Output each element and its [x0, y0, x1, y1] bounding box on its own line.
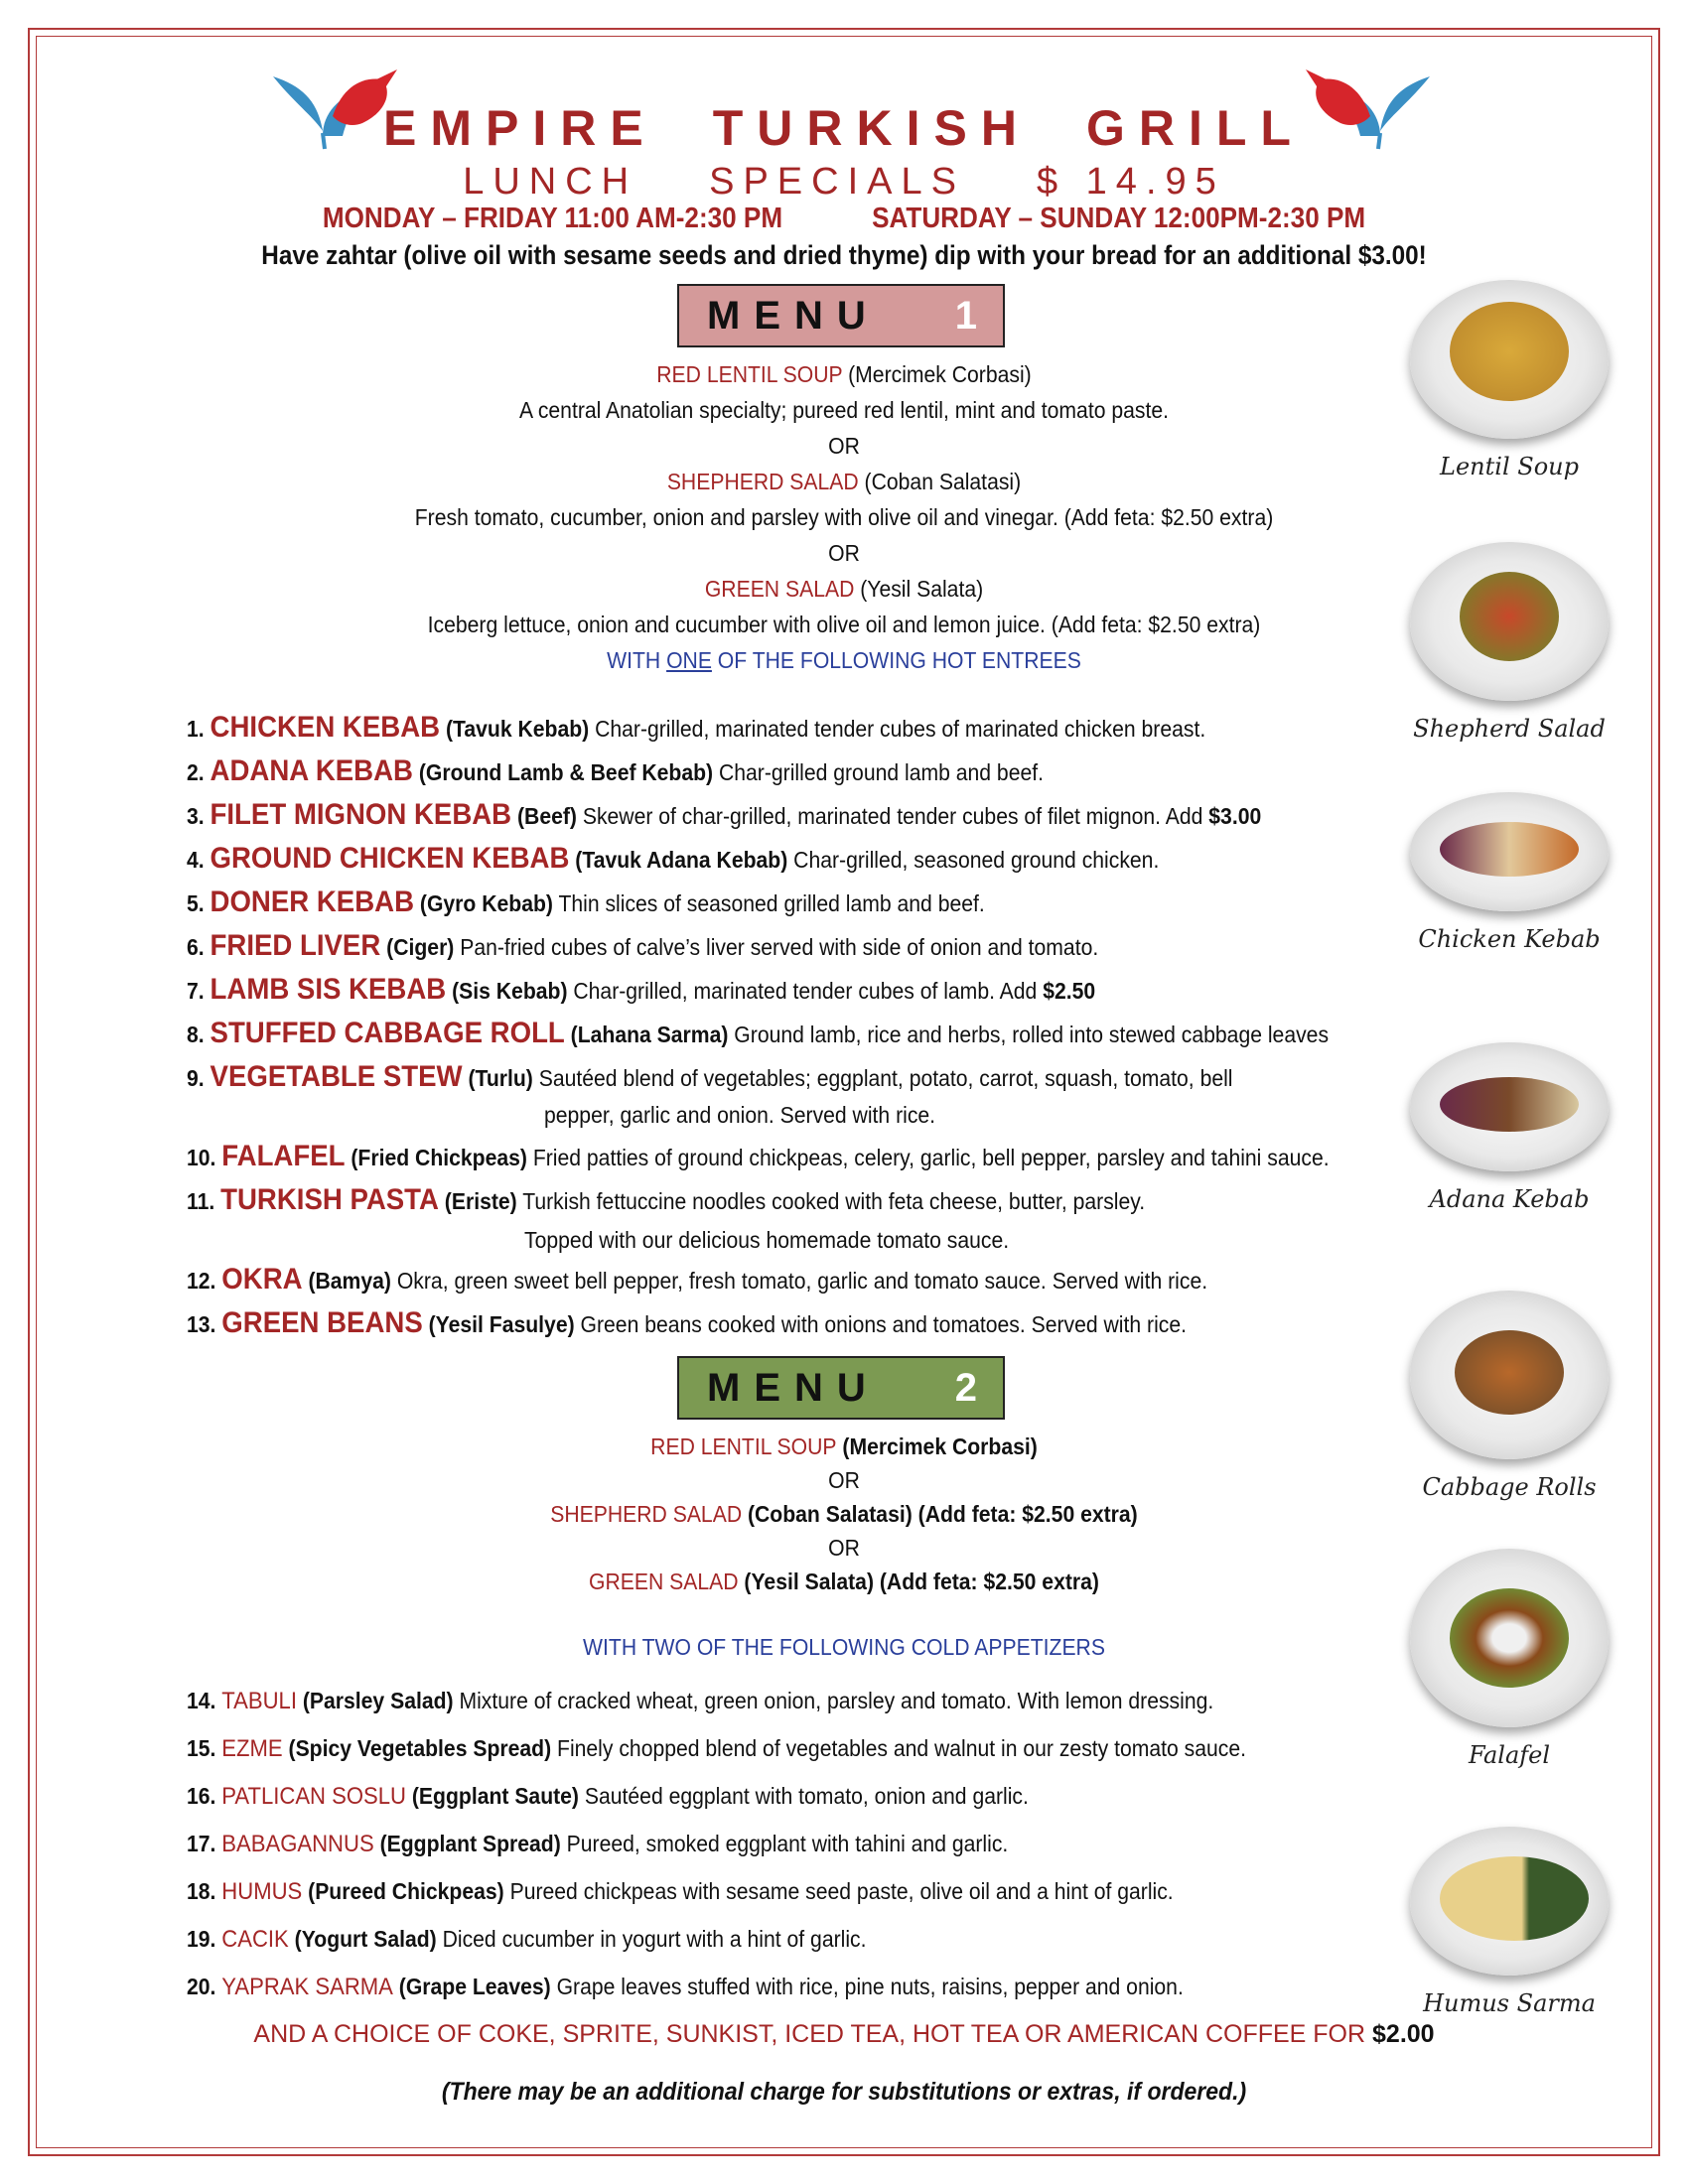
hot-entree-item [187, 929, 1098, 963]
item-turkish-name: (Gyro Kebab) [419, 890, 553, 916]
soup-name: GREEN SALAD [589, 1569, 739, 1594]
photo-lentil-soup [1405, 280, 1614, 480]
photo-adana-kebab [1405, 1042, 1614, 1213]
item-name: GROUND CHICKEN KEBAB [210, 842, 570, 875]
with-one: ONE [666, 647, 712, 673]
cold-appetizers-heading: WITH TWO OF THE FOLLOWING COLD APPETIZERS [583, 1634, 1105, 1660]
photo-chicken-kebab [1405, 792, 1614, 953]
item-description: Thin slices of seasoned grilled lamb and beef. [558, 890, 985, 916]
hot-entree-item [187, 886, 985, 919]
hot-entree-item [187, 1140, 1330, 1173]
item-name: YAPRAK SARMA [221, 1974, 393, 2000]
item-number: 18. [187, 1878, 216, 1904]
item-turkish-name: (Spicy Vegetables Spread) [288, 1735, 552, 1761]
item-description: Pureed, smoked eggplant with tahini and garlic. [566, 1831, 1009, 1856]
drinks-price: $2.00 [1372, 2020, 1435, 2048]
item-name: PATLICAN SOSLU [221, 1783, 407, 1810]
hot-entree-item [187, 973, 1095, 1007]
item-number: 7. [187, 978, 205, 1004]
hot-entree-item [187, 711, 1205, 745]
with-text: OF THE FOLLOWING HOT ENTREES [711, 647, 1081, 673]
photo-caption: Adana Kebab [1429, 1185, 1590, 1213]
item-description: Diced cucumber in yogurt with a hint of garlic. [442, 1926, 867, 1952]
soup-turkish: (Mercimek Corbasi) [842, 1433, 1038, 1459]
lunch-specials-subtitle [0, 161, 1688, 204]
hot-entree-item [187, 754, 1044, 788]
item-number: 13. [187, 1311, 216, 1337]
item-name: OKRA [221, 1263, 303, 1296]
menu1-soup-2 [68, 469, 1620, 495]
item-turkish-name: (Bamya) [308, 1268, 391, 1294]
item-description: Fried patties of ground chickpeas, celery, garlic, bell pepper, parsley and tahini sauce. [532, 1145, 1330, 1170]
item-name: CHICKEN KEBAB [210, 711, 441, 744]
hot-entree-item [187, 1183, 1145, 1217]
cold-appetizer-item [187, 1688, 1213, 1715]
item-description: Ground lamb, rice and herbs, rolled into stewed cabbage leaves [734, 1022, 1330, 1047]
item-name: HUMUS [221, 1878, 303, 1905]
item-turkish-name: (Turlu) [468, 1065, 533, 1091]
item-number: 4. [187, 847, 205, 873]
lunch-price: $ 14.95 [1036, 161, 1225, 203]
item-name: LAMB SIS KEBAB [210, 973, 447, 1006]
item-description: Sautéed blend of vegetables; eggplant, potato, carrot, squash, tomato, bell [538, 1065, 1233, 1091]
photo-shepherd-salad [1405, 542, 1614, 743]
cold-appetizer-item [187, 1974, 1184, 2001]
item-name: STUFFED CABBAGE ROLL [210, 1017, 565, 1049]
item-number: 2. [187, 759, 205, 785]
item-number: 9. [187, 1065, 205, 1091]
menu-1-number: 1 [954, 293, 977, 338]
item-turkish-name: (Yogurt Salad) [294, 1926, 437, 1952]
hot-entree-item [187, 1017, 1329, 1050]
title-word: TURKISH [712, 100, 1031, 156]
item-name: DONER KEBAB [210, 886, 415, 918]
item-turkish-name: (Sis Kebab) [452, 978, 568, 1004]
item-turkish-name: (Pureed Chickpeas) [308, 1878, 504, 1904]
or-label: OR [828, 540, 860, 566]
item-turkish-name: (Eggplant Saute) [411, 1783, 579, 1809]
soup-turkish: (Yesil Salata) [860, 576, 984, 602]
item-number: 12. [187, 1268, 216, 1294]
item-number: 3. [187, 803, 205, 829]
item-number: 19. [187, 1926, 216, 1952]
item-turkish-name: (Eriste) [444, 1188, 517, 1214]
drinks-text: AND A CHOICE OF COKE, SPRITE, SUNKIST, ICED TEA, HOT TEA OR AMERICAN COFFEE FOR [253, 2020, 1366, 2048]
menu1-soup-1 [68, 361, 1620, 388]
photo-caption: Shepherd Salad [1413, 715, 1606, 743]
item-number: 15. [187, 1735, 216, 1761]
item-description: Char-grilled, marinated tender cubes of marinated chicken breast. [595, 716, 1206, 742]
item-name: VEGETABLE STEW [210, 1060, 463, 1093]
photo-humus-sarma [1405, 1827, 1614, 2017]
item-name: FILET MIGNON KEBAB [210, 798, 512, 831]
item-description: Mixture of cracked wheat, green onion, parsley and tomato. With lemon dressing. [459, 1688, 1214, 1713]
soup-name: GREEN SALAD [704, 576, 855, 602]
item-description-continued: Topped with our delicious homemade tomato sauce. [524, 1227, 1010, 1253]
item-description: Turkish fettuccine noodles cooked with feta cheese, butter, parsley. [522, 1188, 1146, 1214]
item-description: Finely chopped blend of vegetables and walnut in our zesty tomato sauce. [557, 1735, 1247, 1761]
hot-entree-item [187, 798, 1261, 832]
menu-2-heading [677, 1356, 1005, 1420]
item-number: 5. [187, 890, 205, 916]
item-turkish-name: (Fried Chickpeas) [351, 1145, 527, 1170]
item-description: Pureed chickpeas with sesame seed paste, olive oil and a hint of garlic. [509, 1878, 1174, 1904]
menu-1-heading [677, 284, 1005, 347]
item-name: FALAFEL [221, 1140, 346, 1172]
photo-caption: Lentil Soup [1440, 453, 1579, 480]
substitution-note: (There may be an additional charge for substitutions or extras, if ordered.) [441, 2078, 1247, 2106]
soup-name: RED LENTIL SOUP [656, 361, 843, 387]
soup-turkish: (Coban Salatasi) (Add feta: $2.50 extra) [747, 1501, 1138, 1527]
menu2-soup-2 [68, 1501, 1620, 1528]
photo-caption: Cabbage Rolls [1422, 1473, 1597, 1501]
menu1-soup-3 [68, 576, 1620, 603]
cold-appetizer-item [187, 1783, 1029, 1811]
hours-weekday: MONDAY – FRIDAY 11:00 AM-2:30 PM [322, 203, 783, 234]
soup-name: RED LENTIL SOUP [650, 1433, 837, 1459]
with-text: WITH [607, 647, 667, 673]
item-name: GREEN BEANS [221, 1306, 423, 1339]
item-number: 10. [187, 1145, 216, 1170]
item-description-continued: pepper, garlic and onion. Served with rice. [544, 1102, 936, 1128]
item-number: 14. [187, 1688, 216, 1713]
menu-2-label: MENU [707, 1365, 880, 1410]
item-description: Grape leaves stuffed with rice, pine nuts, raisins, pepper and onion. [556, 1974, 1184, 1999]
photo-caption: Falafel [1468, 1741, 1551, 1769]
item-name: BABAGANNUS [221, 1831, 374, 1857]
menu1-soup-3-desc: Iceberg lettuce, onion and cucumber with olive oil and lemon juice. (Add feta: $2.50 extra) [427, 612, 1261, 637]
menu1-soup-2-desc: Fresh tomato, cucumber, onion and parsley with olive oil and vinegar. (Add feta: $2.50 extra) [414, 504, 1274, 530]
item-description: Okra, green sweet bell pepper, fresh tomato, garlic and tomato sauce. Served with rice. [396, 1268, 1208, 1294]
item-number: 20. [187, 1974, 216, 1999]
photo-caption: Chicken Kebab [1418, 925, 1601, 953]
item-number: 6. [187, 934, 205, 960]
item-turkish-name: (Tavuk Kebab) [445, 716, 590, 742]
subtitle-word: SPECIALS [709, 161, 965, 203]
hot-entree-item [187, 1060, 1233, 1094]
soup-turkish: (Coban Salatasi) [864, 469, 1022, 494]
item-number: 1. [187, 716, 205, 742]
menu1-soup-1-desc: A central Anatolian specialty; pureed red lentil, mint and tomato paste. [518, 397, 1170, 423]
hot-entree-item [187, 842, 1159, 876]
item-turkish-name: (Yesil Fasulye) [428, 1311, 575, 1337]
or-label: OR [828, 1535, 860, 1561]
item-description: Char-grilled, marinated tender cubes of lamb. Add [573, 978, 1038, 1004]
item-turkish-name: (Beef) [517, 803, 577, 829]
menu-2-number: 2 [954, 1365, 977, 1410]
opening-hours [84, 203, 1604, 235]
item-description: Pan-fried cubes of calve’s liver served with side of onion and tomato. [460, 934, 1099, 960]
menu2-soup-3 [68, 1569, 1620, 1595]
item-turkish-name: (Eggplant Spread) [379, 1831, 561, 1856]
cold-appetizer-item [187, 1735, 1246, 1763]
soup-name: SHEPHERD SALAD [550, 1501, 743, 1527]
menu-1-label: MENU [707, 293, 880, 338]
item-name: CACIK [221, 1926, 289, 1953]
item-number: 8. [187, 1022, 205, 1047]
item-number: 11. [187, 1188, 215, 1214]
title-word: EMPIRE [383, 100, 657, 156]
item-description: Char-grilled ground lamb and beef. [718, 759, 1044, 785]
soup-turkish: (Mercimek Corbasi) [848, 361, 1032, 387]
item-turkish-name: (Lahana Sarma) [570, 1022, 729, 1047]
or-label: OR [828, 1467, 860, 1493]
item-name: FRIED LIVER [210, 929, 381, 962]
hours-weekend: SATURDAY – SUNDAY 12:00PM-2:30 PM [872, 203, 1366, 234]
item-name: EZME [221, 1735, 283, 1762]
cold-appetizer-item [187, 1831, 1008, 1858]
item-description: Sautéed eggplant with tomato, onion and garlic. [584, 1783, 1029, 1809]
drinks-offer [0, 2020, 1688, 2049]
or-label: OR [828, 433, 860, 459]
hot-entrees-heading [68, 647, 1620, 674]
hot-entree-item [187, 1263, 1207, 1297]
item-description: Skewer of char-grilled, marinated tender cubes of filet mignon. Add [582, 803, 1203, 829]
cold-appetizer-item [187, 1926, 867, 1954]
item-name: TABULI [221, 1688, 297, 1714]
item-number: 16. [187, 1783, 216, 1809]
soup-turkish: (Yesil Salata) (Add feta: $2.50 extra) [744, 1569, 1099, 1594]
cold-appetizer-item [187, 1878, 1174, 1906]
item-extra-price: $2.50 [1043, 978, 1096, 1004]
photo-cabbage-rolls [1405, 1291, 1614, 1501]
photo-caption: Humus Sarma [1423, 1989, 1596, 2017]
item-turkish-name: (Ground Lamb & Beef Kebab) [418, 759, 714, 785]
item-extra-price: $3.00 [1208, 803, 1262, 829]
hot-entree-item [187, 1306, 1187, 1340]
item-turkish-name: (Tavuk Adana Kebab) [575, 847, 788, 873]
item-turkish-name: (Grape Leaves) [398, 1974, 551, 1999]
item-name: TURKISH PASTA [220, 1183, 439, 1216]
item-turkish-name: (Parsley Salad) [302, 1688, 454, 1713]
menu2-soup-1 [68, 1433, 1620, 1460]
zahtar-note: Have zahtar (olive oil with sesame seeds and dried thyme) dip with your bread for an additional $3.00! [261, 240, 1427, 270]
subtitle-word: LUNCH [463, 161, 638, 203]
title-word: GRILL [1085, 100, 1305, 156]
item-description: Green beans cooked with onions and tomatoes. Served with rice. [580, 1311, 1187, 1337]
item-number: 17. [187, 1831, 216, 1856]
photo-falafel [1405, 1549, 1614, 1769]
item-name: ADANA KEBAB [210, 754, 413, 787]
item-description: Char-grilled, seasoned ground chicken. [793, 847, 1160, 873]
soup-name: SHEPHERD SALAD [666, 469, 859, 494]
item-turkish-name: (Ciger) [386, 934, 455, 960]
restaurant-title [0, 99, 1688, 157]
